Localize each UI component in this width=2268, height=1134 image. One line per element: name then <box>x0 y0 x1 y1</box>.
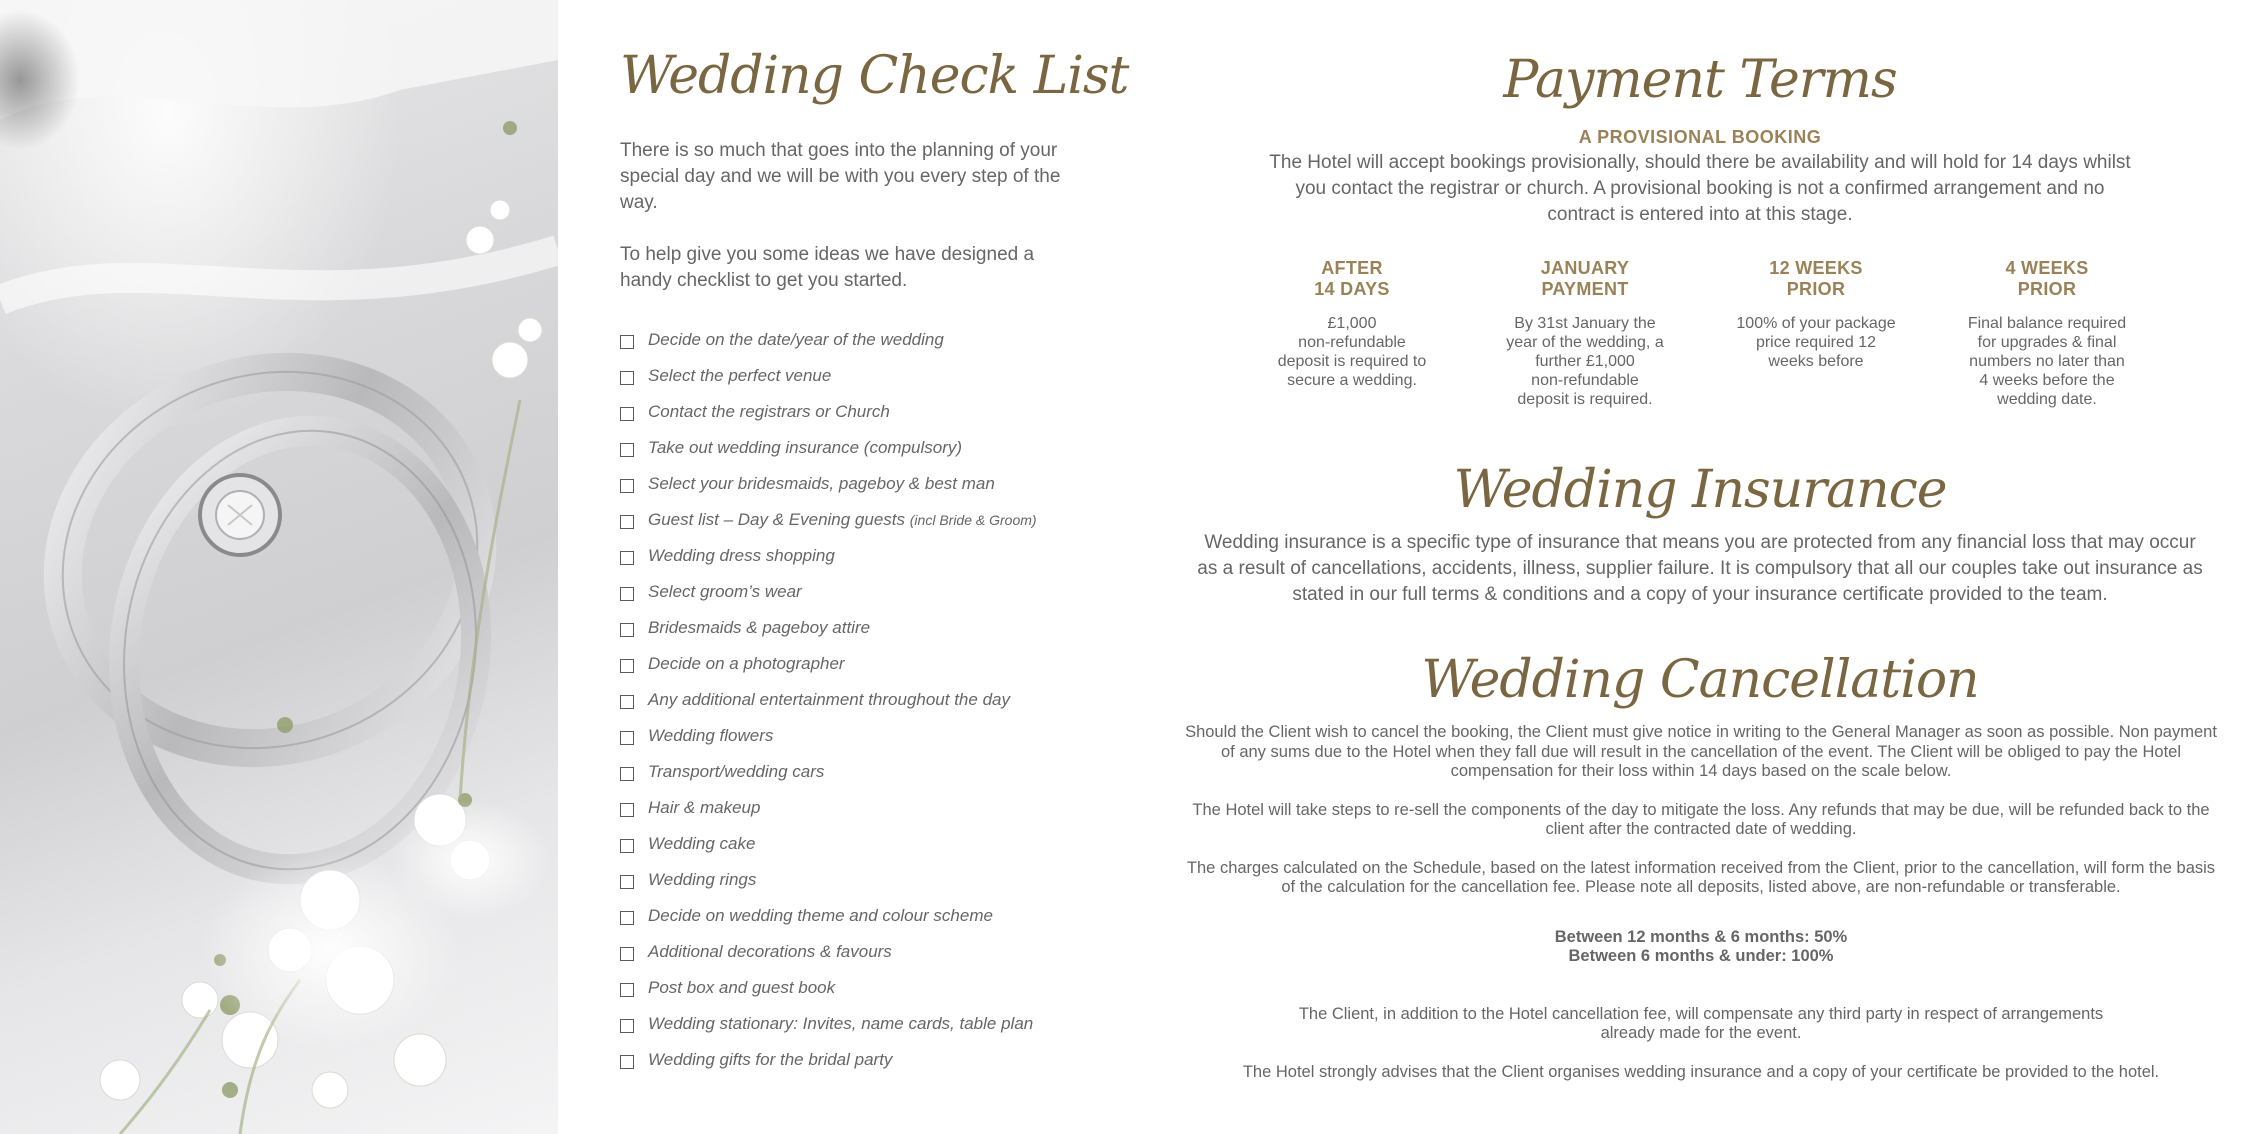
cancellation-para-2: The Hotel will take steps to re-sell the components of the day to mitigate the loss. Any refunds that may be due, will be refunded back to the client after the contracted date of wedding. <box>1192 800 2210 838</box>
checkbox[interactable] <box>620 515 634 529</box>
checklist-item[interactable]: Select your bridesmaids, pageboy & best man <box>620 466 1100 502</box>
checkbox[interactable] <box>620 911 634 925</box>
checkbox[interactable] <box>620 767 634 781</box>
term-title: JANUARY PAYMENT <box>1540 258 1630 299</box>
checklist-item[interactable]: Select the perfect venue <box>620 358 1100 394</box>
cancellation-para-5: The Hotel strongly advises that the Client organises wedding insurance and a copy of your certificate be provided to the hotel. <box>1242 1062 2160 1081</box>
payment-terms-subtitle: A PROVISIONAL BOOKING <box>1578 127 1822 147</box>
term-description: By 31st January the year of the wedding, a further £1,000 non-refundable deposit is required. <box>1506 315 1664 408</box>
term-12-weeks-prior <box>1716 258 1916 371</box>
checkbox[interactable] <box>620 1019 634 1033</box>
term-title: 4 WEEKS PRIOR <box>2005 258 2089 299</box>
cancellation-scale-1: Between 12 months & 6 months: 50% <box>1554 927 1848 946</box>
rings-illustration <box>0 0 558 1134</box>
checkbox[interactable] <box>620 587 634 601</box>
cancellation-body <box>1178 723 2224 1101</box>
term-4-weeks-prior <box>1947 258 2147 409</box>
term-after-14-days <box>1252 258 1452 390</box>
checklist-item[interactable]: Decide on wedding theme and colour scheme <box>620 898 1100 934</box>
checkbox[interactable] <box>620 875 634 889</box>
checkbox[interactable] <box>620 551 634 565</box>
checkbox[interactable] <box>620 623 634 637</box>
term-january-payment <box>1485 258 1685 409</box>
cancellation-para-4: The Client, in addition to the Hotel cancellation fee, will compensate any third party in respect of arrangements already made for the event. <box>1298 1004 2104 1042</box>
checklist-item[interactable]: Guest list – Day & Evening guests (incl Bride & Groom) <box>620 502 1100 538</box>
checkbox[interactable] <box>620 983 634 997</box>
payment-terms-body: The Hotel will accept bookings provisionally, should there be availability and will hold for 14 days whilst you contact the registrar or church. A provisional booking is not a confirmed arrangement and no contract is entered into at this stage. <box>1269 152 2131 225</box>
term-description: Final balance required for upgrades & final numbers no later than 4 weeks before the wedding date. <box>1967 315 2127 408</box>
checklist-item[interactable]: Wedding rings <box>620 862 1100 898</box>
insurance-body: Wedding insurance is a specific type of insurance that means you are protected from any financial loss that may occur as a result of cancellations, accidents, illness, supplier failure. It is compulsory that all our couples take out insurance as stated in our full terms & conditions and a copy of your insurance certificate provided to the team. <box>1197 532 2203 605</box>
checklist-intro-2: To help give you some ideas we have designed a handy checklist to get you started. <box>620 244 1035 291</box>
checklist-item[interactable]: Take out wedding insurance (compulsory) <box>620 430 1100 466</box>
checkbox[interactable] <box>620 443 634 457</box>
checklist-item[interactable]: Wedding flowers <box>620 718 1100 754</box>
checklist-item[interactable]: Wedding dress shopping <box>620 538 1100 574</box>
checklist-item[interactable]: Contact the registrars or Church <box>620 394 1100 430</box>
checklist-item[interactable]: Transport/wedding cars <box>620 754 1100 790</box>
insurance-title: Wedding Insurance <box>1453 460 1947 520</box>
term-description: 100% of your package price required 12 weeks before <box>1736 315 1896 370</box>
checkbox[interactable] <box>620 479 634 493</box>
checklist-item[interactable]: Wedding cake <box>620 826 1100 862</box>
checklist-item[interactable]: Select groom’s wear <box>620 574 1100 610</box>
checkbox[interactable] <box>620 407 634 421</box>
checklist-title: Wedding Check List <box>620 46 1129 106</box>
term-description: £1,000 non-refundable deposit is required to secure a wedding. <box>1277 315 1427 389</box>
cancellation-para-1: Should the Client wish to cancel the booking, the Client must give notice in writing to the General Manager as soon as possible. Non payment of any sums due to the Hotel when they fall due will result in the cancellation of the event. The Client will be obliged to pay the Hotel compensation for their loss within 14 days based on the scale below. <box>1185 723 2217 780</box>
payment-terms-title: Payment Terms <box>1503 50 1897 110</box>
wedding-rings-photo <box>0 0 558 1134</box>
checklist-item[interactable]: Any additional entertainment throughout the day <box>620 682 1100 718</box>
checklist-item[interactable]: Wedding gifts for the bridal party <box>620 1042 1100 1078</box>
term-title: AFTER 14 DAYS <box>1314 258 1390 299</box>
term-title: 12 WEEKS PRIOR <box>1769 258 1863 299</box>
guest-list-note: (incl Bride & Groom) <box>909 512 1037 528</box>
checkbox[interactable] <box>620 947 634 961</box>
checkbox[interactable] <box>620 659 634 673</box>
cancellation-scale-2: Between 6 months & under: 100% <box>1568 947 1834 965</box>
checkbox[interactable] <box>620 371 634 385</box>
checklist-intro <box>620 138 1090 294</box>
checklist-intro-1: There is so much that goes into the planning of your special day and we will be with you every step of the way. <box>620 140 1061 213</box>
cancellation-title: Wedding Cancellation <box>1421 650 1979 710</box>
cancellation-para-3: The charges calculated on the Schedule, based on the latest information received from the Client, prior to the cancellation, will form the basis of the calculation for the cancellation fee. Please note all deposits, listed above, are non-refundable or transferable. <box>1186 858 2216 896</box>
checkbox[interactable] <box>620 803 634 817</box>
checkbox[interactable] <box>620 335 634 349</box>
wedding-checklist <box>620 322 1100 1078</box>
checklist-item[interactable]: Decide on a photographer <box>620 646 1100 682</box>
checkbox[interactable] <box>620 731 634 745</box>
checkbox[interactable] <box>620 839 634 853</box>
checkbox[interactable] <box>620 1055 634 1069</box>
checkbox[interactable] <box>620 695 634 709</box>
checklist-item[interactable]: Additional decorations & favours <box>620 934 1100 970</box>
checklist-item[interactable]: Bridesmaids & pageboy attire <box>620 610 1100 646</box>
checklist-item[interactable]: Wedding stationary: Invites, name cards, table plan <box>620 1006 1100 1042</box>
checklist-item[interactable]: Decide on the date/year of the wedding <box>620 322 1100 358</box>
checklist-item[interactable]: Hair & makeup <box>620 790 1100 826</box>
checklist-item[interactable]: Post box and guest book <box>620 970 1100 1006</box>
